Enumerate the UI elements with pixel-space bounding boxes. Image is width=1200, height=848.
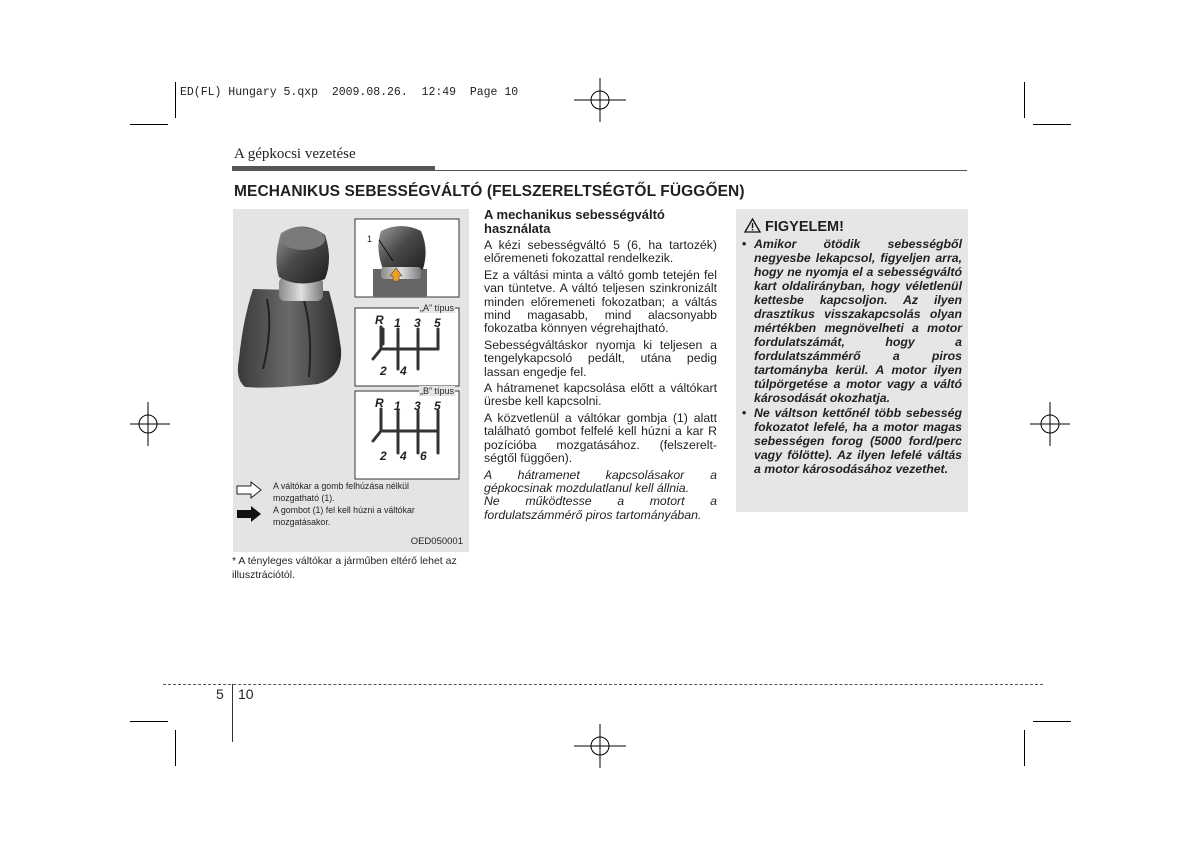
italic-note: Ne működtesse a motort a fordulatszámmérő piros tartományában. (484, 494, 717, 522)
paragraph: A közvetlenül a váltókar gombja (1) alatt található gombot felfelé kell húzni a kar R pozícióba mozgatásához. (felszerelt-ségtől függően). (484, 410, 717, 466)
gear-a-5: 5 (434, 316, 441, 330)
gear-b-2: 2 (380, 449, 387, 463)
subheading: A mechanikus sebességváltó használata (484, 207, 665, 236)
gear-b-r: R (375, 396, 384, 410)
figure-panel (233, 209, 469, 552)
warning-item: • Ne váltson kettőnél több sebesség fokozatot lefelé, ha a motor magas sebességen forog (5000 ford/perc vagy fölötte). Az ilyen lefelé váltás a motor károsodásához vezethet. (742, 406, 962, 476)
header-rule-thick (232, 166, 435, 171)
type-a-label: „A” típus (420, 303, 455, 313)
registration-mark-left (130, 402, 170, 446)
gear-a-r: R (375, 313, 384, 327)
warning-triangle-icon (744, 218, 761, 233)
warning-title: FIGYELEM! (765, 219, 844, 235)
paragraph: Ez a váltási minta a váltó gomb tetején fel van tüntetve. A váltó teljesen szinkronizált minden előremeneti fokozatban; a váltás mind magasabb, mind alacsonyabb fokozatba könnyen végrehajtható. (484, 267, 717, 336)
page-title: MECHANIKUS SEBESSÉGVÁLTÓ (FELSZERELTSÉGTŐL FÜGGŐEN) (234, 183, 745, 200)
paragraph: Sebességváltáskor nyomja ki teljesen a tengelykapcsoló pedált, utána pedig lassan engedje fel. (484, 337, 717, 379)
warning-header (744, 218, 844, 235)
print-slug: ED(FL) Hungary 5.qxp 2009.08.26. 12:49 Page 10 (180, 86, 519, 99)
gear-a-3: 3 (414, 316, 421, 330)
gear-a-1: 1 (394, 316, 401, 330)
type-b-label: „B” típus (420, 386, 455, 396)
gear-b-1: 1 (394, 399, 401, 413)
warning-list (742, 237, 962, 477)
section-title: A gépkocsi vezetése (234, 146, 356, 162)
registration-mark-bottom (574, 724, 626, 768)
gear-a-2: 2 (380, 364, 387, 378)
page-number-divider (232, 684, 233, 742)
registration-mark-top (574, 78, 626, 122)
figure-code: OED050001 (410, 536, 463, 547)
gear-b-6: 6 (420, 449, 427, 463)
paragraph: A kézi sebességváltó 5 (6, ha tartozék) előremeneti fokozattal rendelkezik. (484, 238, 717, 266)
callout-number: 1 (367, 234, 373, 244)
page-number: 10 (238, 686, 254, 702)
chapter-number: 5 (216, 686, 224, 702)
header-rule-thin (435, 170, 967, 171)
main-text-column (484, 208, 717, 522)
warning-box (736, 209, 968, 512)
italic-note: A hátramenet kapcsolásakor a gépkocsinak mozdulatlanul kell állnia. (484, 467, 717, 495)
gear-b-5: 5 (434, 399, 441, 413)
legend-solid-arrow-text: A gombot (1) fel kell húzni a váltókar mozgatásakor. (273, 505, 415, 527)
gear-a-4: 4 (400, 364, 407, 378)
registration-mark-right (1030, 402, 1070, 446)
paragraph: A hátramenet kapcsolása előtt a váltókart üresbe kell kapcsolni. (484, 381, 717, 409)
footer-dashed-rule (163, 684, 1043, 685)
legend-hollow-arrow-text: A váltókar a gomb felhúzása nélkül mozgatható (1). (273, 481, 409, 503)
figure-footnote: * A tényleges váltókar a járműben eltérő lehet az illusztrációtól. (232, 555, 457, 581)
warning-item: • Amikor ötödik sebességből negyesbe lekapcsol, figyeljen arra, hogy ne nyomja el a sebességváltó kart oldalirányban, hogy véletlenül kettesbe kapcsoljon. Az ilyen drasztikus visszakapcsolás olyan mértékben megnövelheti a motor fordulatszámát, hogy a fordulatszámmérő a piros tartományba kerül. A motor ilyen túlpörgetése a motor vagy a váltó károsodását okozhatja. (742, 237, 962, 405)
gear-b-4: 4 (400, 449, 407, 463)
gear-b-3: 3 (414, 399, 421, 413)
